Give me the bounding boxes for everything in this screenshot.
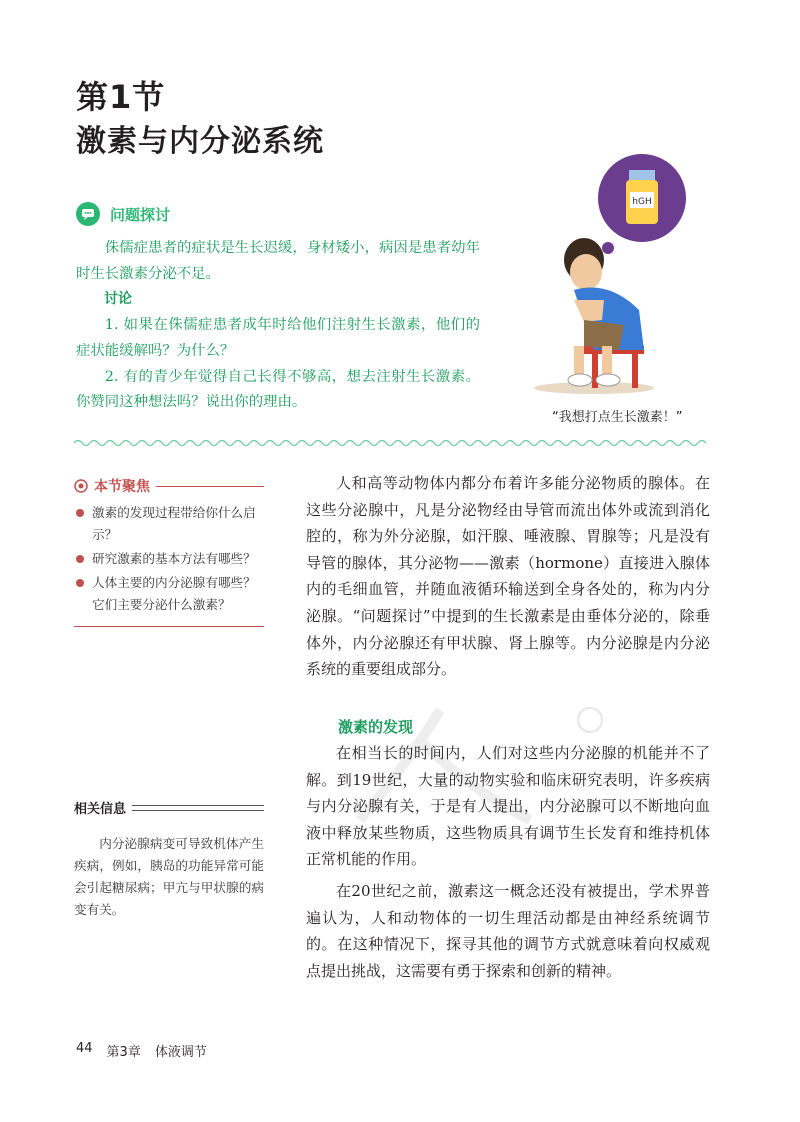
question-1: 1. 如果在侏儒症患者成年时给他们注射生长激素，他们的症状能缓解吗？为什么？ <box>76 317 480 359</box>
chat-bubble-icon <box>76 202 100 226</box>
subsection-heading: 激素的发现 <box>338 718 414 736</box>
problem-heading-label: 问题探讨 <box>110 205 171 224</box>
section-number-title: 第1节 <box>76 78 166 116</box>
related-heading-label: 相关信息 <box>74 802 127 817</box>
section-focus-box <box>74 476 264 627</box>
section-main-title: 激素与内分泌系统 <box>76 124 324 159</box>
page-footer <box>76 1041 207 1060</box>
focus-item: 激素的发现过程带给你什么启示？ <box>74 502 264 546</box>
focus-item: 研究激素的基本方法有哪些？ <box>74 548 264 570</box>
related-heading <box>74 798 264 817</box>
question-2: 2. 有的青少年觉得自己长得不够高，想去注射生长激素。你赞同这种想法吗？说出你的理由。 <box>76 368 480 411</box>
problem-box <box>76 236 480 416</box>
wavy-divider <box>74 437 710 449</box>
discussion-label: 讨论 <box>104 291 132 308</box>
focus-heading <box>74 476 264 496</box>
target-icon <box>74 479 88 493</box>
page-number: 44 <box>76 1041 93 1056</box>
chapter-number: 第3章 <box>106 1045 141 1060</box>
boy-thinking-illustration <box>514 150 714 400</box>
related-info-box <box>74 798 264 921</box>
focus-item: 人体主要的内分泌腺有哪些？它们主要分泌什么激素？ <box>74 572 264 616</box>
related-text: 内分泌腺病变可导致机体产生疾病，例如，胰岛的功能异常可能会引起糖尿病；甲亢与甲状腺的病变有关。 <box>74 836 264 917</box>
body-paragraph-1-block <box>306 470 710 683</box>
body-paragraph: 人和高等动物体内都分布着许多能分泌物质的腺体。在这些分泌腺中，凡是分泌物经由导管而流出体外或流到消化腔的，称为外分泌腺，如汗腺、唾液腺、胃腺等；凡是没有导管的腺体，其分泌物——激素（hormone）直接进入腺体内的毛细血管，并随血液循环输送到全身各处的，称为内分泌腺。“问题探讨”中提到的生长激素是由垂体分泌的，除垂体外，内分泌腺还有甲状腺、肾上腺等。内分泌腺是内分泌系统的重要组成部分。 <box>306 474 710 679</box>
body-paragraph: 在20世纪之前，激素这一概念还没有被提出，学术界普遍认为，人和动物体的一切生理活动都是由神经系统调节的。在这种情况下，探寻其他的调节方式就意味着向权威观点提出挑战，这需要有勇于探索和创新的精神。 <box>306 882 710 980</box>
bottle-label: hGH <box>632 197 652 207</box>
body-paragraph: 在相当长的时间内，人们对这些内分泌腺的机能并不了解。到19世纪，大量的动物实验和临床研究表明，许多疾病与内分泌腺有关，于是有人提出，内分泌腺可以不断地向血液中释放某些物质，这些物质具有调节生长发育和维持机体正常机能的作用。 <box>306 744 710 869</box>
body-paragraph-3-block <box>306 878 710 984</box>
chapter-title: 体液调节 <box>154 1045 207 1060</box>
body-paragraph-2-block <box>306 740 710 873</box>
problem-heading <box>76 202 170 226</box>
problem-intro: 侏儒症患者的症状是生长迟缓，身材矮小，病因是患者幼年时生长激素分泌不足。 <box>76 240 480 282</box>
focus-heading-label: 本节聚焦 <box>94 479 150 495</box>
illustration-caption: “我想打点生长激素！” <box>552 410 683 425</box>
